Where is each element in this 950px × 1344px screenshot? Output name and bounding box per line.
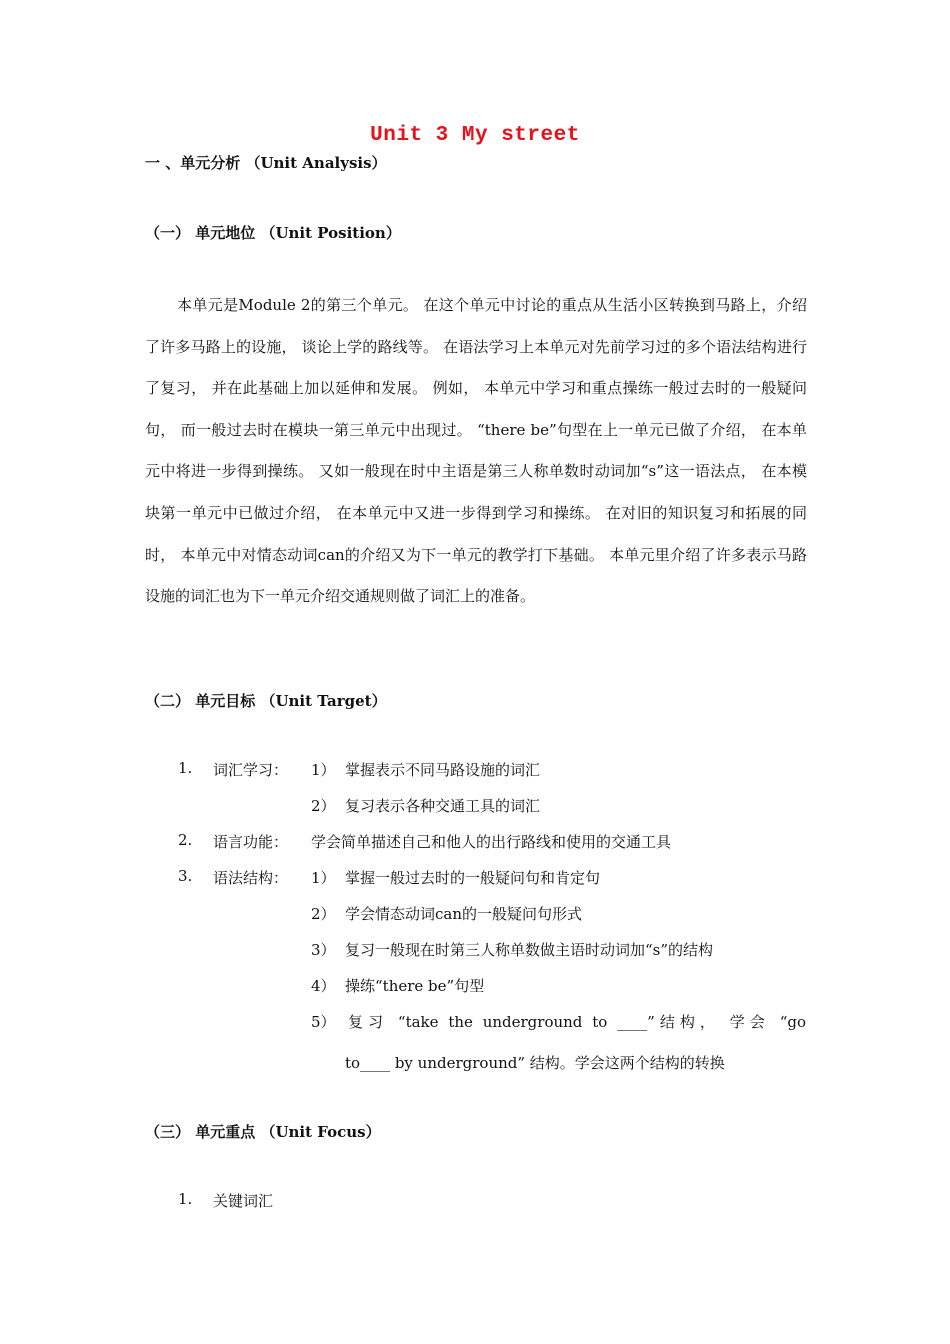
- list-number: 2.: [178, 831, 193, 849]
- sub-number: 1）: [311, 869, 336, 887]
- sub-text-line-1: 复习 “take the underground to ____”结构， 学会 “go: [348, 1013, 806, 1031]
- sub-text: 操练“there be”句型: [345, 977, 485, 995]
- sub-text: 学会情态动词can的一般疑问句形式: [345, 905, 583, 923]
- sub-number: 4）: [311, 977, 336, 995]
- section-heading-unit-analysis: 一 、单元分析 （Unit Analysis）: [145, 154, 387, 172]
- sub-text: 掌握表示不同马路设施的词汇: [345, 761, 541, 779]
- sub-text: 复习表示各种交通工具的词汇: [345, 797, 541, 815]
- sub-number: 3）: [311, 941, 336, 959]
- item-text: 学会简单描述自己和他人的出行路线和使用的交通工具: [311, 833, 672, 851]
- subsection-heading-unit-target: （二） 单元目标 （Unit Target）: [145, 692, 387, 710]
- subsection-heading-unit-position: （一） 单元地位 （Unit Position）: [145, 224, 401, 242]
- sub-number: 2）: [311, 797, 336, 815]
- document-title: Unit 3 My street: [370, 124, 580, 147]
- sub-number: 5）: [311, 1013, 336, 1031]
- list-label: 语言功能：: [213, 833, 289, 851]
- list-number: 3.: [178, 867, 193, 885]
- list-label: 语法结构：: [213, 869, 289, 887]
- sub-number: 1）: [311, 761, 336, 779]
- list-number: 1.: [178, 1190, 193, 1208]
- list-label: 关键词汇: [213, 1192, 274, 1210]
- sub-number: 2）: [311, 905, 336, 923]
- sub-text-line-2: to____ by underground” 结构。学会这两个结构的转换: [345, 1054, 725, 1072]
- unit-position-paragraph: 本单元是Module 2的第三个单元。 在这个单元中讨论的重点从生活小区转换到马路上，介绍了许多马路上的设施， 谈论上学的路线等。 在语法学习上本单元对先前学习过的多个语法结构进行了复习， 并在此基础上加以延伸和发展。 例如， 本单元中学习和重点操练一般过去时的一般疑问句， 而一般过去时在模块一第三单元中出现过。 “there be”句型在上一单元已做了介绍， 在本单元中将进一步得到操练。 又如一般现在时中主语是第三人称单数时动词加“s”这一语法点， 在本模块第一单元中已做过介绍， 在本单元中又进一步得到学习和操练。 在对旧的知识复习和拓展的同时， 本单元中对情态动词can的介绍又为下一单元的教学打下基础。 本单元里介绍了许多表示马路设施的词汇也为下一单元介绍交通规则做了词汇上的准备。: [145, 296, 807, 606]
- sub-text: 掌握一般过去时的一般疑问句和肯定句: [345, 869, 601, 887]
- list-number: 1.: [178, 759, 193, 777]
- sub-text: 复习一般现在时第三人称单数做主语时动词加“s”的结构: [345, 941, 714, 959]
- list-label: 词汇学习：: [213, 761, 289, 779]
- subsection-heading-unit-focus: （三） 单元重点 （Unit Focus）: [145, 1123, 381, 1141]
